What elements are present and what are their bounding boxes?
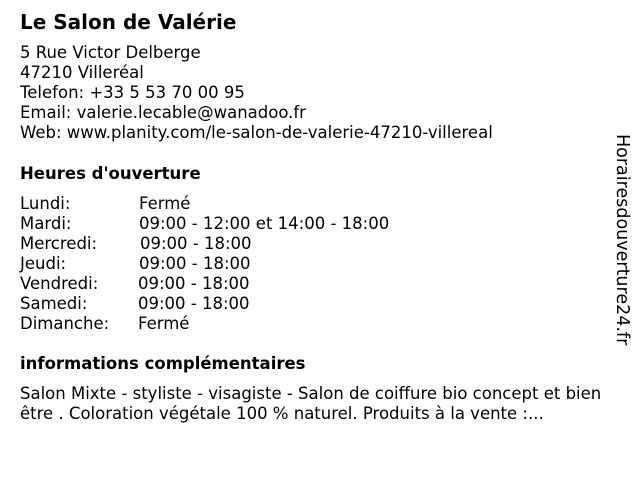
info-description: Salon Mixte - styliste - visagiste - Salon de coiffure bio concept et bien être . Coloration végétale 100 % naturel. Produits à la vente :...: [20, 384, 602, 423]
address-city: 47210 Villeréal: [20, 63, 144, 82]
business-name: Le Salon de Valérie: [20, 10, 237, 34]
day-hours: 09:00 - 18:00: [140, 234, 252, 253]
contact-block: [20, 43, 493, 143]
day-hours: 09:00 - 18:00: [139, 254, 251, 273]
day-label: Mercredi:: [20, 234, 98, 253]
day-hours: 09:00 - 18:00: [138, 294, 250, 313]
hours-heading: Heures d'ouverture: [20, 164, 201, 183]
day-label: Dimanche:: [20, 314, 110, 333]
day-label: Samedi:: [20, 294, 88, 313]
email-line: Email: valerie.lecable@wanadoo.fr: [20, 103, 306, 122]
info-heading: informations complémentaires: [20, 354, 306, 373]
phone-line: Telefon: +33 5 53 70 00 95: [20, 83, 245, 102]
day-hours: 09:00 - 18:00: [138, 274, 250, 293]
day-label: Vendredi:: [20, 274, 99, 293]
web-line: Web: www.planity.com/le-salon-de-valerie-47210-villereal: [20, 123, 493, 142]
day-label: Jeudi:: [20, 254, 67, 273]
day-label: Lundi:: [20, 194, 71, 213]
day-hours: 09:00 - 12:00 et 14:00 - 18:00: [139, 214, 390, 233]
site-watermark: Horairesdouverture24.fr: [612, 134, 632, 346]
address-street: 5 Rue Victor Delberge: [20, 43, 201, 62]
day-label: Mardi:: [20, 214, 72, 233]
day-hours: Fermé: [139, 194, 191, 213]
day-hours: Fermé: [138, 314, 190, 333]
